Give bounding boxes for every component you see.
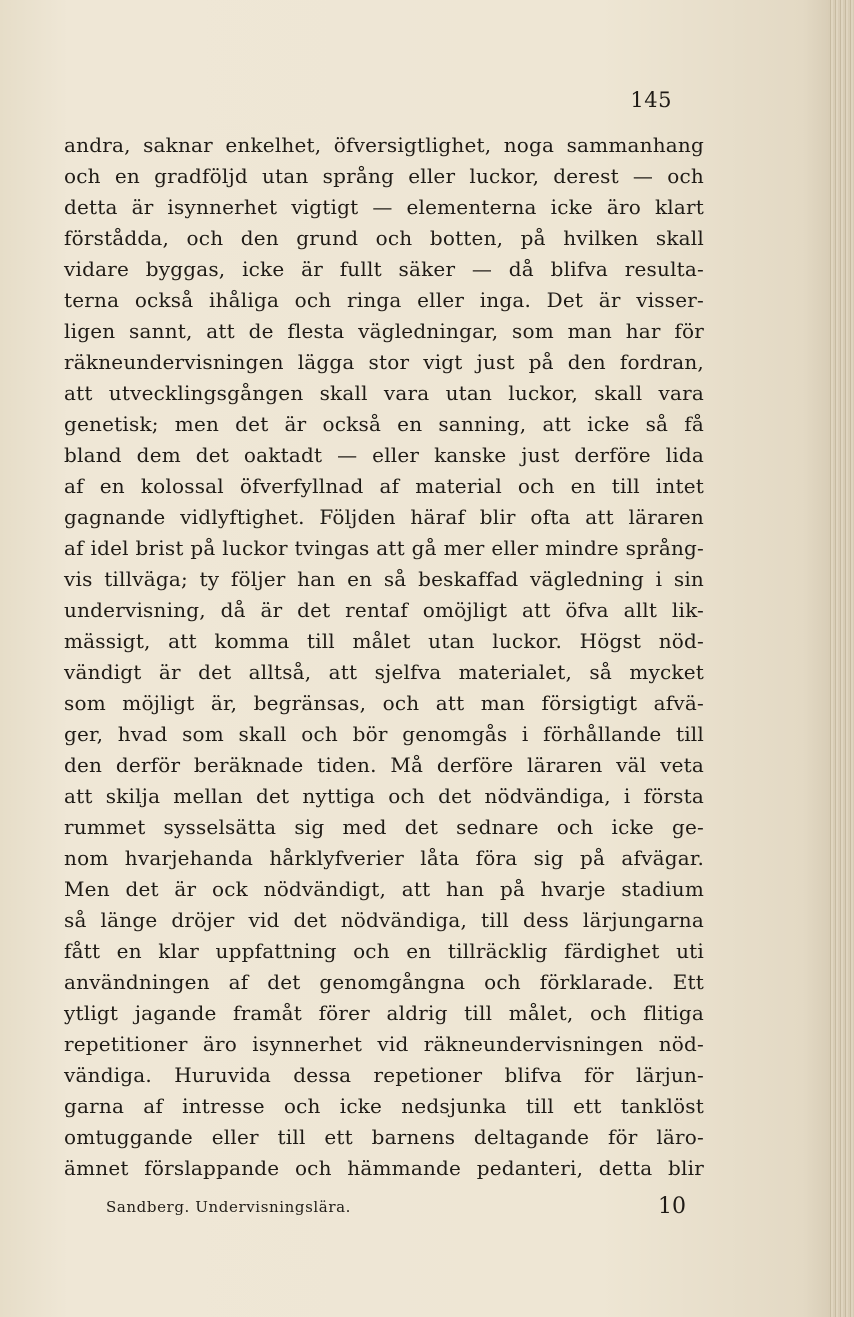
text-line: och en gradföljd utan språng eller luckor, derest — och (64, 164, 704, 188)
text-line: räkneundervisningen lägga stor vigt just på den fordran, (64, 350, 704, 374)
text-line: vis tillväga; ty följer han en så beskaffad vägledning i sin (64, 567, 704, 591)
text-line: undervisning, då är det rentaf omöjligt att öfva allt lik- (64, 598, 704, 622)
text-line: genetisk; men det är också en sanning, att icke så få (64, 412, 704, 436)
page-footer (106, 1192, 686, 1222)
text-line: terna också ihåliga och ringa eller inga. Det är visser- (64, 288, 704, 312)
page-edge-shadow (828, 0, 854, 1317)
text-line: ger, hvad som skall och bör genomgås i förhållande till (64, 722, 704, 746)
page-number: 145 (630, 88, 672, 112)
footer-author-title: Sandberg. Undervisningslära. (106, 1198, 352, 1216)
text-line: fått en klar uppfattning och en tillräcklig färdighet uti (64, 939, 704, 963)
text-line: ligen sannt, att de flesta vägledningar, som man har för (64, 319, 704, 343)
signature-mark: 10 (658, 1194, 686, 1219)
text-line: den derför beräknade tiden. Må derföre läraren väl veta (64, 753, 704, 777)
text-line: garna af intresse och icke nedsjunka till ett tanklöst (64, 1094, 704, 1118)
text-line: rummet sysselsätta sig med det sednare och icke ge- (64, 815, 704, 839)
text-line: repetitioner äro isynnerhet vid räkneundervisningen nöd- (64, 1032, 704, 1056)
text-line: andra, saknar enkelhet, öfversigtlighet, noga sammanhang (64, 133, 704, 157)
text-line: detta är isynnerhet vigtigt — elementerna icke äro klart (64, 195, 704, 219)
text-line: omtuggande eller till ett barnens deltagande för läro- (64, 1125, 704, 1149)
text-line: att utvecklingsgången skall vara utan luckor, skall vara (64, 381, 704, 405)
text-line: mässigt, att komma till målet utan luckor. Högst nöd- (64, 629, 704, 653)
text-line: ämnet förslappande och hämmande pedanteri, detta blir (64, 1156, 704, 1180)
text-line: användningen af det genomgångna och förklarade. Ett (64, 970, 704, 994)
text-line: nom hvarjehanda hårklyfverier låta föra sig på afvägar. (64, 846, 704, 870)
text-line: gagnande vidlyftighet. Följden häraf blir ofta att läraren (64, 505, 704, 529)
text-line: ytligt jagande framåt förer aldrig till målet, och flitiga (64, 1001, 704, 1025)
text-line: vidare byggas, icke är fullt säker — då blifva resulta- (64, 257, 704, 281)
text-line: bland dem det oaktadt — eller kanske just derföre lida (64, 443, 704, 467)
text-line: vändigt är det alltså, att sjelfva materialet, så mycket (64, 660, 704, 684)
text-line: af idel brist på luckor tvingas att gå mer eller mindre språng- (64, 536, 704, 560)
text-line: att skilja mellan det nyttiga och det nödvändiga, i första (64, 784, 704, 808)
text-line: förstådda, och den grund och botten, på hvilken skall (64, 226, 704, 250)
text-line: vändiga. Huruvida dessa repetioner blifva för lärjun- (64, 1063, 704, 1087)
text-line: af en kolossal öfverfyllnad af material och en till intet (64, 474, 704, 498)
text-line: så länge dröjer vid det nödvändiga, till dess lärjungarna (64, 908, 704, 932)
text-line: Men det är ock nödvändigt, att han på hvarje stadium (64, 877, 704, 901)
body-text (64, 130, 704, 1184)
text-line: som möjligt är, begränsas, och att man försigtigt afvä- (64, 691, 704, 715)
